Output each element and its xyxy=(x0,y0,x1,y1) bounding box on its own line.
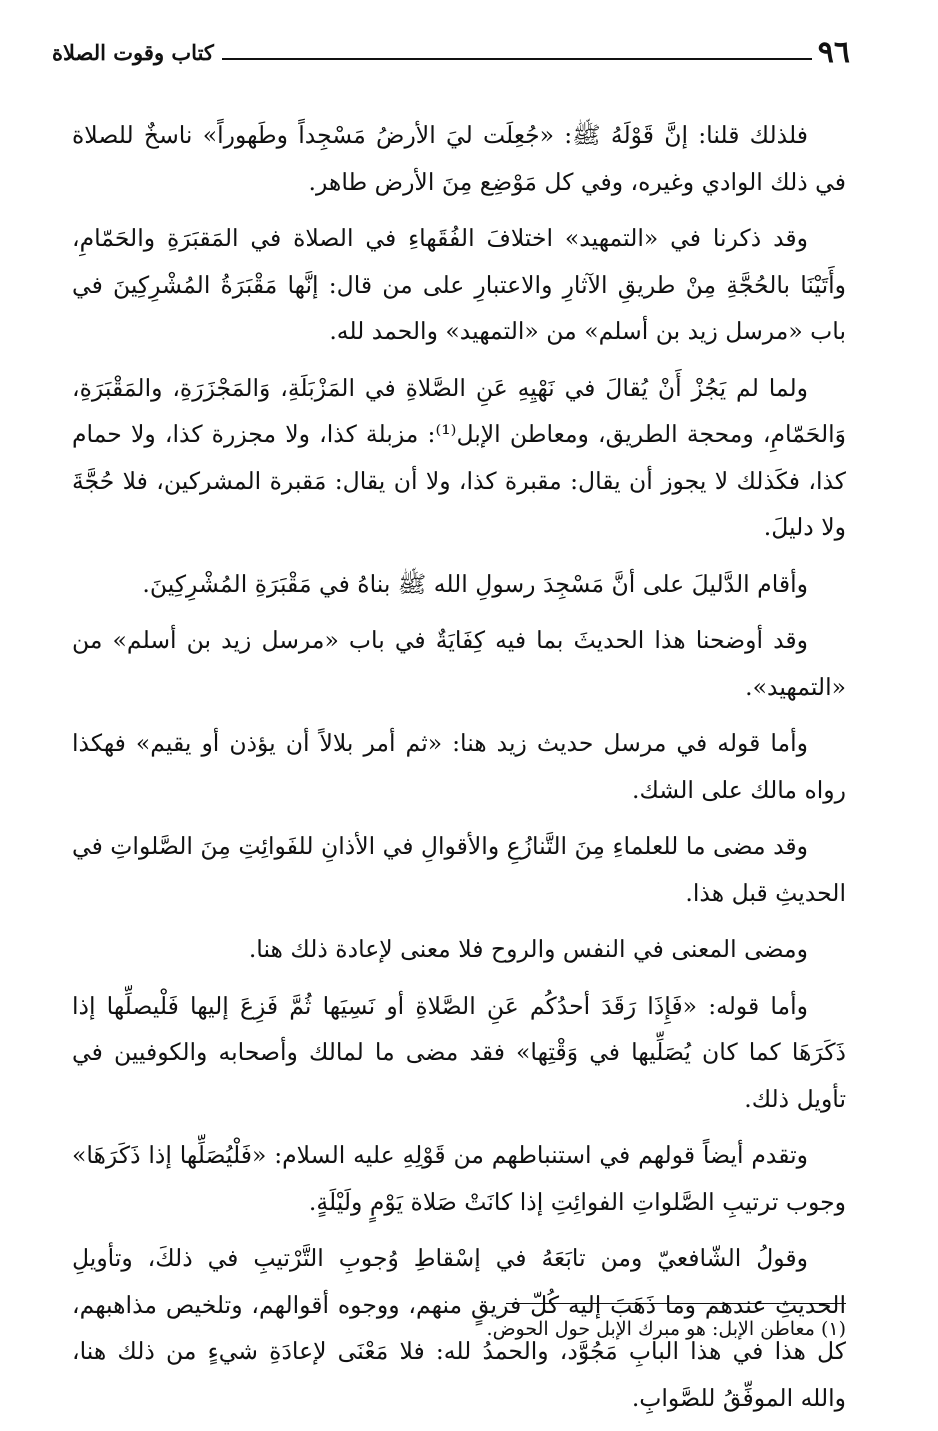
paragraph: فلذلك قلنا: إنَّ قَوْلَهُ ﷺ: «جُعِلَت ليَ الأرضُ مَسْجِداً وطَهوراً» ناسخٌ للصلاة في ذلك الوادي وغيره، وفي كل مَوْضِع مِنَ الأرض طاهر. xyxy=(72,121,846,196)
paragraph: وقولُ الشّافعيّ ومن تابَعَهُ في إسْقاطِ وُجوبِ التَّرْتيبِ في ذلكَ، وتأويلِ الحديثِ عندهم وما ذَهَبَ إليه كُلّ فريقٍ منهم، ووجوه أقوالهم، وتلخيص مذاهبهم، كل هذا في هذا البابِ مَجُوَّد، والحمدُ لله: فلا مَعْنَى لإعادَةِ شيءٍ من ذلك هنا، والله الموفِّقُ للصَّوابِ. xyxy=(72,1244,846,1412)
main-text xyxy=(72,112,846,1431)
page-number: ٩٦ xyxy=(817,34,850,70)
footnote: (١) معاطن الإبل: هو مبرك الإبل حول الحوض. xyxy=(486,1318,846,1340)
running-title: كتاب وقوت الصلاة xyxy=(52,39,214,65)
paragraph: وقد مضى ما للعلماءِ مِنَ التَّنازُعِ والأقوالِ في الأذانِ للفَوائِتِ مِنَ الصَّلواتِ في الحديثِ قبل هذا. xyxy=(72,832,846,907)
paragraph: ومضى المعنى في النفس والروح فلا معنى لإعادة ذلك هنا. xyxy=(248,935,808,963)
footnote-separator xyxy=(506,1303,846,1304)
paragraph: ولما لم يَجُزْ أَنْ يُقالَ في نَهْيِهِ عَنِ الصَّلاةِ في المَزْبَلَةِ، وَالمَجْزَرَةِ، والمَقْبَرَةِ، وَالحَمّامِ، ومحجة الطريق، ومعاطن الإبل⁽¹⁾: مزبلة كذا، ولا مجزرة كذا، ولا حمام كذا، فكَذلك لا يجوز أن يقال: مقبرة كذا، ولا أن يقال: مَقبرة المشركين، فلا حُجَّةَ ولا دليلَ. xyxy=(72,373,846,541)
paragraph: وتقدم أيضاً قولهم في استنباطهم من قَوْلِهِ عليه السلام: «فَلْيُصَلِّها إذا ذَكَرَهَا» وجوب ترتيبِ الصَّلواتِ الفوائِتِ إذا كانَتْ صَلاة يَوْمٍ ولَيْلَةٍ. xyxy=(72,1141,846,1216)
paragraph: وأقام الدَّليلَ على أنَّ مَسْجِدَ رسولِ الله ﷺ بناهُ في مَقْبَرَةِ المُشْرِكِينَ. xyxy=(142,569,808,598)
paragraph: وأما قوله: «فَإِذَا رَقَدَ أحدُكُم عَنِ الصَّلاةِ أو نَسِيَها ثُمَّ فَزِعَ إليها فَلْيصلِّها إذا ذَكَرَهَا كما كان يُصَلِّيها في وَقْتِها» فقد مضى ما لمالك وأصحابه والكوفيين في تأويل ذلك. xyxy=(72,991,846,1113)
paragraph: وقد ذكرنا في «التمهيد» اختلافَ الفُقَهاءِ في الصلاة في المَقبَرَةِ والحَمّامِ، وأَتَيْنَا بالحُجَّةِ مِنْ طريقِ الآثارِ والاعتبارِ على من قال: إنَّها مَقْبَرَةُ المُشْرِكِينَ في باب «مرسل زيد بن أسلم» من «التمهيد» والحمد لله. xyxy=(72,224,846,345)
paragraph: وأما قوله في مرسل حديث زيد هنا: «ثم أمر بلالاً أن يؤذن أو يقيم» فهكذا رواه مالك على الشك. xyxy=(72,729,846,804)
paragraph: وقد أوضحنا هذا الحديثَ بما فيه كِفَايَةٌ في باب «مرسل زيد بن أسلم» من «التمهيد». xyxy=(72,626,846,701)
header-rule xyxy=(222,58,812,60)
page-header xyxy=(52,30,850,74)
